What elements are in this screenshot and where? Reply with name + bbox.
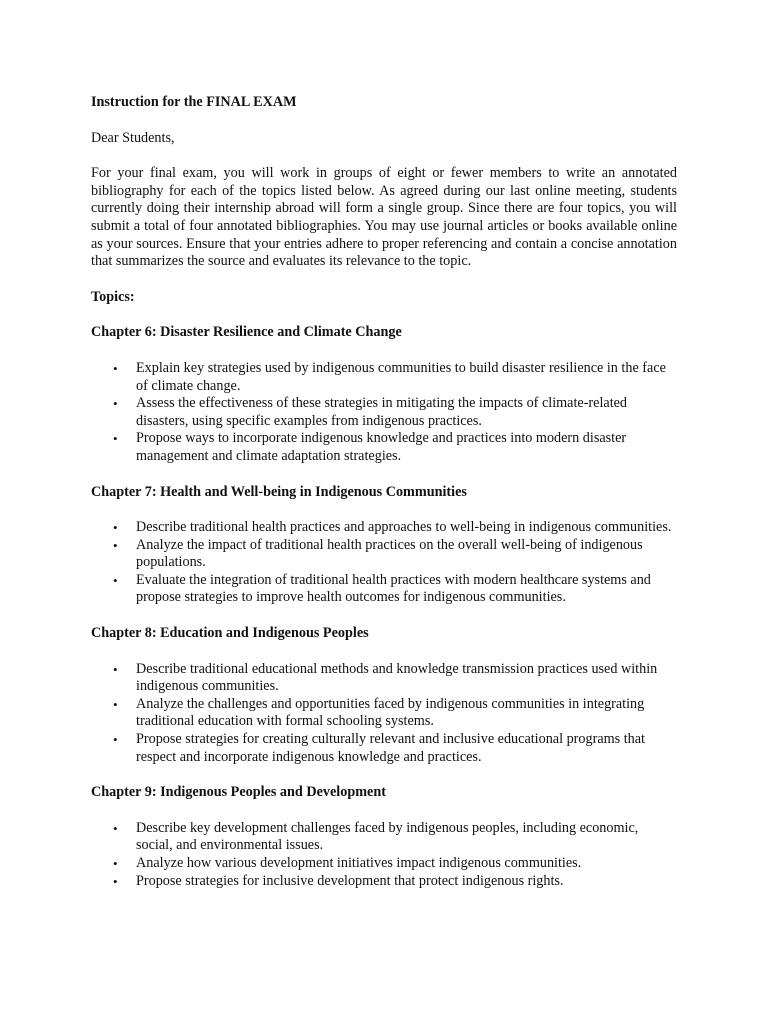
- salutation: Dear Students,: [91, 129, 175, 146]
- chapter-section-8: [91, 625, 677, 766]
- list-item: [113, 571, 677, 607]
- list-item-text: Describe traditional health practices and approaches to well-being in indigenous communities.: [136, 519, 672, 536]
- chapter-title: Chapter 7: Health and Well-being in Indigenous Communities: [91, 483, 467, 500]
- bullet-list: [91, 661, 677, 767]
- bullet-icon: •: [113, 696, 118, 712]
- bullet-icon: •: [113, 396, 118, 412]
- list-item: [113, 819, 677, 855]
- list-item-text: Propose ways to incorporate indigenous knowledge and practices into modern disaster management and climate adaptation strategies.: [136, 430, 627, 464]
- list-item-text: Evaluate the integration of traditional health practices with modern healthcare systems and propose strategies to improve health outcomes for indigenous communities.: [136, 571, 651, 606]
- bullet-list: [91, 360, 677, 466]
- bullet-icon: •: [113, 873, 118, 889]
- topics-heading: Topics:: [91, 288, 135, 305]
- chapter-section-6: [91, 324, 677, 465]
- list-item-text: Explain key strategies used by indigenous communities to build disaster resilience in the face of climate change.: [136, 359, 666, 394]
- bullet-list: [91, 820, 677, 890]
- bullet-list: [91, 519, 677, 607]
- list-item: [113, 855, 677, 873]
- intro-paragraph: For your final exam, you will work in groups of eight or fewer members to write an annotated bibliography for each of the topics listed below. As agreed during our last online meeting, students currently doing their internship abroad will form a single group. Since there are four topics, you will submit a total of four annotated bibliographies. You may use journal articles or books available online as your sources. Ensure that your entries adhere to proper referencing and contain a concise annotation that summarizes the source and evaluates its relevance to the topic.: [91, 165, 677, 270]
- list-item: [113, 872, 677, 891]
- list-item-text: Describe traditional educational methods and knowledge transmission practices used within indigenous communities.: [136, 660, 658, 695]
- list-item-text: Analyze the impact of traditional health practices on the overall well-being of indigenous populations.: [136, 536, 643, 571]
- bullet-icon: •: [113, 431, 118, 447]
- list-item: [113, 695, 677, 731]
- bullet-icon: •: [113, 572, 118, 588]
- list-item: [113, 359, 677, 395]
- list-item-text: Describe key development challenges faced by indigenous peoples, including economic, social, and environmental issues.: [136, 819, 639, 854]
- list-item: [113, 731, 677, 766]
- chapter-title: Chapter 9: Indigenous Peoples and Development: [91, 784, 386, 801]
- bullet-icon: •: [113, 856, 118, 871]
- bullet-icon: •: [113, 360, 118, 376]
- chapter-title: Chapter 6: Disaster Resilience and Climate Change: [91, 324, 402, 341]
- list-item: [113, 430, 677, 465]
- chapter-section-9: [91, 784, 677, 890]
- list-item: [113, 660, 677, 696]
- bullet-icon: •: [113, 820, 118, 836]
- list-item-text: Analyze the challenges and opportunities faced by indigenous communities in integrating traditional education with formal schooling systems.: [136, 695, 645, 730]
- bullet-icon: •: [113, 732, 118, 748]
- bullet-icon: •: [113, 537, 118, 553]
- list-item-text: Assess the effectiveness of these strategies in mitigating the impacts of climate-related disasters, using specific examples from indigenous practices.: [136, 395, 628, 429]
- list-item: [113, 536, 677, 572]
- chapter-section-7: [91, 484, 677, 608]
- document-title: Instruction for the FINAL EXAM: [91, 94, 297, 110]
- list-item: [113, 519, 677, 537]
- list-item-text: Propose strategies for inclusive development that protect indigenous rights.: [136, 872, 564, 889]
- document-page: [91, 94, 677, 890]
- bullet-icon: •: [113, 520, 118, 536]
- bullet-icon: •: [113, 661, 118, 677]
- list-item-text: Propose strategies for creating culturally relevant and inclusive educational programs that respect and incorporate indigenous knowledge and practices.: [136, 731, 645, 765]
- list-item-text: Analyze how various development initiatives impact indigenous communities.: [136, 855, 582, 871]
- list-item: [113, 395, 677, 430]
- chapter-title: Chapter 8: Education and Indigenous Peoples: [91, 625, 369, 642]
